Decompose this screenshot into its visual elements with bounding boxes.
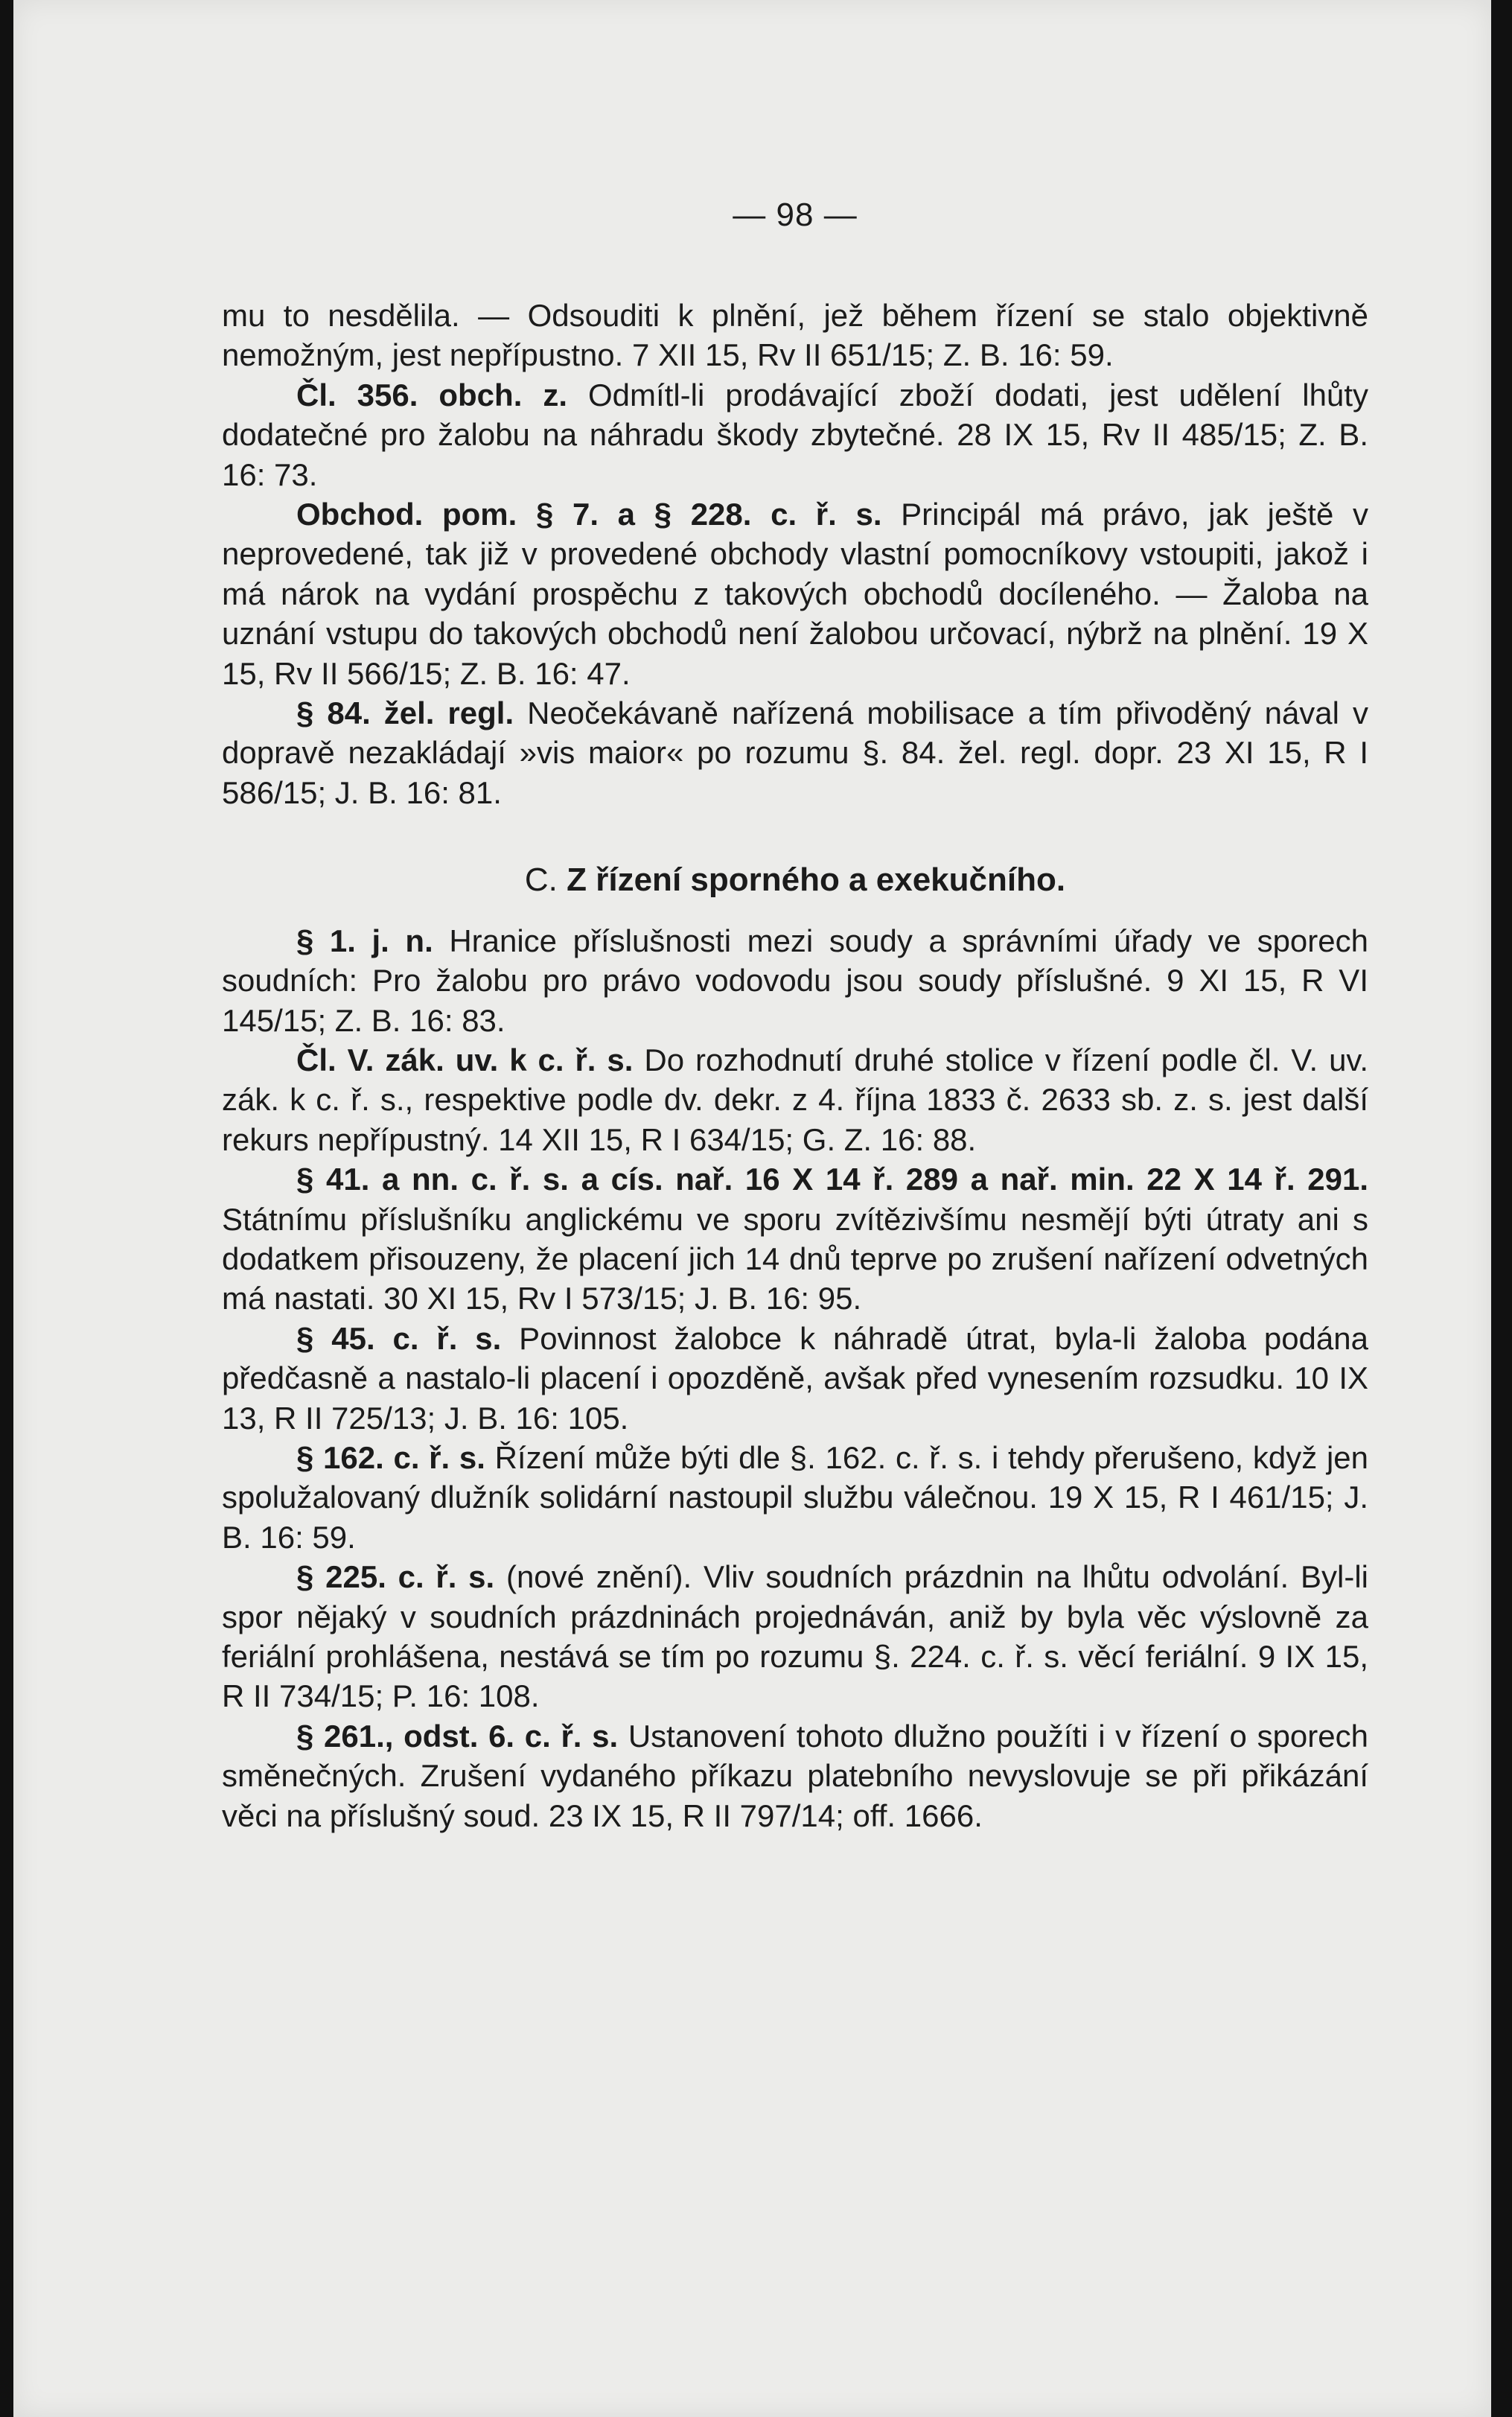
entry-text: Hranice příslušnosti mezi soudy a správními úřady ve sporech soudních: Pro žalobu pro právo vodovodu jsou soudy příslušné. 9 XI 15, R VI 145/15; Z. B. 16: 83. [222,923,1368,1038]
entry-citation: Obchod. pom. § 7. a § 228. c. ř. s. [296,497,882,532]
entry-text: (nové znění). Vliv soudních prázdnin na lhůtu odvolání. Byl-li spor nějaký v soudních prázdninách projednáván, aniž by byla věc výslovně za feriální prohlášena, nestává se tím po rozumu §. 224. c. ř. s. věcí feriální. 9 IX 15, R II 734/15; P. 16: 108. [222,1559,1368,1714]
paragraph-entry [222,1159,1368,1319]
entry-text: Do rozhodnutí druhé stolice v řízení podle čl. V. uv. zák. k c. ř. s., respektive podle dv. dekr. z 4. října 1833 č. 2633 sb. z. s. jest další rekurs nepřípustný. 14 XII 15, R I 634/15; G. Z. 16: 88. [222,1042,1368,1157]
entry-citation: § 225. c. ř. s. [296,1559,495,1595]
entry-citation: § 1. j. n. [296,923,433,958]
entry-citation: Čl. 356. obch. z. [296,377,568,413]
page-number: — 98 — [733,197,858,233]
entry-text: Neočekávaně nařízená mobilisace a tím přivoděný nával v dopravě nezakládají »vis maior« po rozumu §. 84. žel. regl. dopr. 23 XI 15, R I 586/15; J. B. 16: 81. [222,695,1368,810]
section-prefix: C. [524,862,558,899]
entry-citation: § 162. c. ř. s. [296,1439,485,1475]
entry-text: Řízení může býti dle §. 162. c. ř. s. i tehdy přerušeno, když jen spolužalovaný dlužník solidární nastoupil službu válečnou. 19 X 15, R I 461/15; J. B. 16: 59. [222,1439,1368,1555]
paragraph-entry [222,494,1368,693]
paragraph-entry [222,375,1368,494]
paragraph-entry [222,1716,1368,1835]
paragraph-entry [222,1040,1368,1159]
paragraph-text: mu to nesdělila. — Odsouditi k plnění, jež během řízení se stalo objektivně nemožným, jest nepřípustno. 7 XII 15, Rv II 651/15; Z. B. 16: 59. [222,298,1368,373]
entry-text: Principál má právo, jak ještě v neprovedené, tak již v provedené obchody vlastní pomocníkovy vstoupiti, jakož i má nárok na vydání prospěchu z takových obchodů docíleného. — Žaloba na uznání vstupu do takových obchodů není žalobou určovací, nýbrž na plnění. 19 X 15, Rv II 566/15; Z. B. 16: 47. [222,497,1368,691]
entry-citation: § 261., odst. 6. c. ř. s. [296,1718,619,1754]
entry-text: Odmítl-li prodávající zboží dodati, jest udělení lhůty dodatečné pro žalobu na náhradu škody zbytečné. 28 IX 15, Rv II 485/15; Z. B. 16: 73. [222,377,1368,492]
paragraph-entry [222,693,1368,812]
paragraph-entry [222,921,1368,1040]
entry-text: Povinnost žalobce k náhradě útrat, byla-li žaloba podána předčasně a nastalo-li placení i opozděně, avšak před vynesením rozsudku. 10 IX 13, R II 725/13; J. B. 16: 105. [222,1320,1368,1436]
section-title: Z řízení sporného a exekučního. [567,862,1066,899]
entry-citation: § 84. žel. regl. [296,695,514,731]
book-page [13,0,1491,2417]
entry-citation: § 41. a nn. c. ř. s. a cís. nař. 16 X 14 ř. 289 a nař. min. 22 X 14 ř. 291. [296,1162,1368,1197]
entry-citation: § 45. c. ř. s. [296,1320,502,1356]
page-body [222,296,1368,1835]
paragraph-entry [222,1319,1368,1438]
paragraph-entry [222,1438,1368,1557]
section-heading [222,860,1368,899]
entry-citation: Čl. V. zák. uv. k c. ř. s. [296,1042,634,1077]
entry-text: Ustanovení tohoto dlužno použíti i v řízení o sporech směnečných. Zrušení vydaného příkazu platebního nevyslovuje se při přikázání věci na příslušný soud. 23 IX 15, R II 797/14; off. 1666. [222,1718,1368,1833]
paragraph-entry [222,1557,1368,1716]
paragraph-continuation [222,296,1368,375]
entry-text: Státnímu příslušníku anglickému ve sporu zvítězivšímu nesmějí býti útraty ani s dodatkem přisouzeny, že placení jich 14 dnů teprve po zrušení nařízení odvetných má nastati. 30 XI 15, Rv I 573/15; J. B. 16: 95. [222,1201,1368,1316]
